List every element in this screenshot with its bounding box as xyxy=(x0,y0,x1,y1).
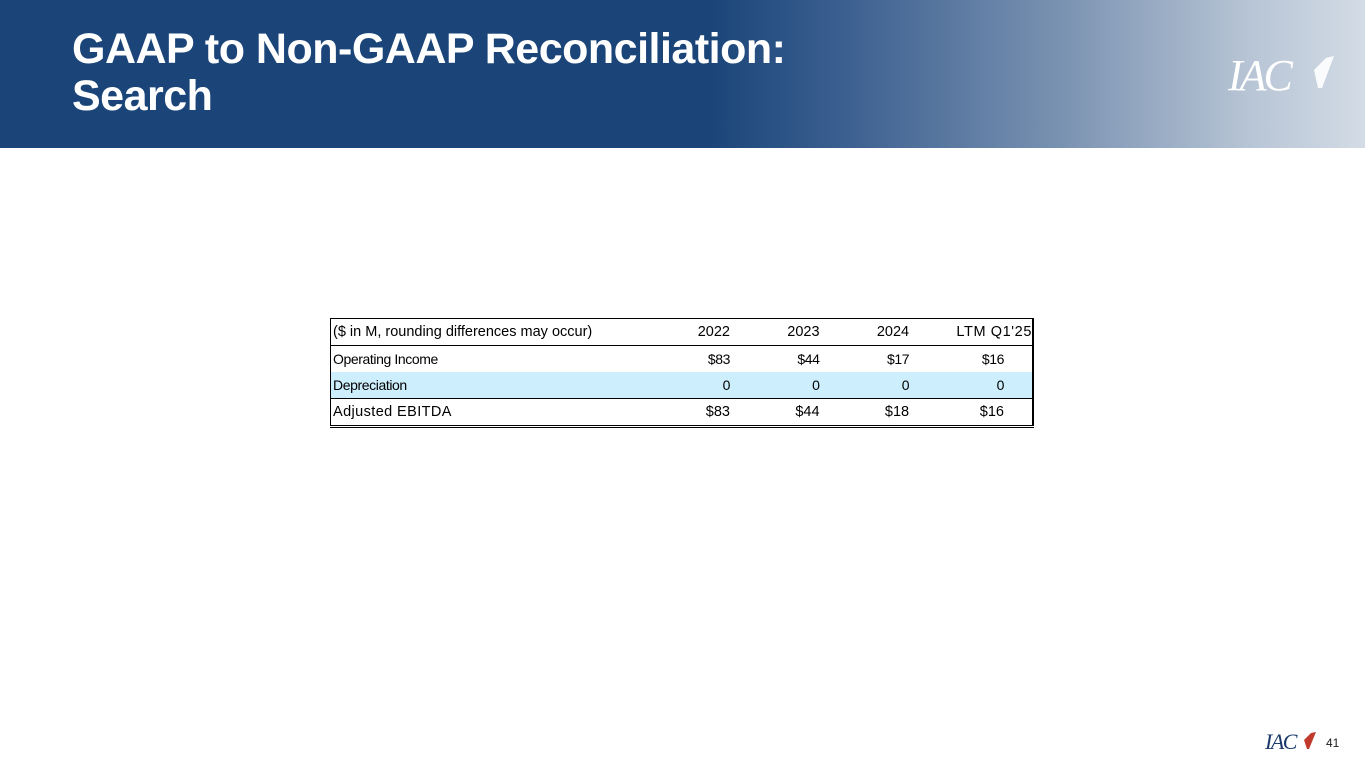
reconciliation-table xyxy=(330,318,1034,428)
footer-iac-logo xyxy=(1264,730,1318,752)
table-row-operating-income xyxy=(331,346,1034,373)
iac-logo-mark xyxy=(1314,56,1334,88)
column-header-ltm: LTM Q1'25 xyxy=(929,319,1033,346)
row-label: Depreciation xyxy=(331,372,661,399)
page-title-line-2: Search xyxy=(72,72,213,120)
cell-ltm: $16 xyxy=(929,399,1033,427)
row-label: Adjusted EBITDA xyxy=(331,399,661,427)
iac-logo-text: IAC xyxy=(1228,51,1290,96)
iac-logo xyxy=(1226,50,1338,96)
column-header-2024: 2024 xyxy=(840,319,930,346)
cell-2022: 0 xyxy=(660,372,750,399)
page-number: 41 xyxy=(1326,736,1340,750)
cell-2022: $83 xyxy=(707,351,730,367)
table-row-depreciation xyxy=(331,372,1034,399)
cell-ltm: 0 xyxy=(929,372,1033,399)
page-title-line-1: GAAP to Non-GAAP Reconciliation: xyxy=(72,25,786,73)
cell-ltm: $16 xyxy=(981,351,1004,367)
page-title xyxy=(72,26,972,120)
row-label: Operating Income xyxy=(333,351,438,367)
cell-2024: 0 xyxy=(840,372,930,399)
cell-2023: $44 xyxy=(797,351,820,367)
cell-2022: $83 xyxy=(660,399,750,427)
cell-2023: 0 xyxy=(750,372,840,399)
table-header-label: ($ in M, rounding differences may occur) xyxy=(331,319,661,346)
column-header-2022: 2022 xyxy=(660,319,750,346)
column-header-2023: 2023 xyxy=(750,319,840,346)
cell-2024: $17 xyxy=(886,351,910,367)
table-row-adjusted-ebitda xyxy=(331,399,1034,427)
footer-iac-logo-text: IAC xyxy=(1265,730,1296,752)
table-header-row xyxy=(331,319,1034,346)
cell-2023: $44 xyxy=(750,399,840,427)
cell-2024: $18 xyxy=(840,399,930,427)
footer-logo-mark xyxy=(1304,732,1316,749)
